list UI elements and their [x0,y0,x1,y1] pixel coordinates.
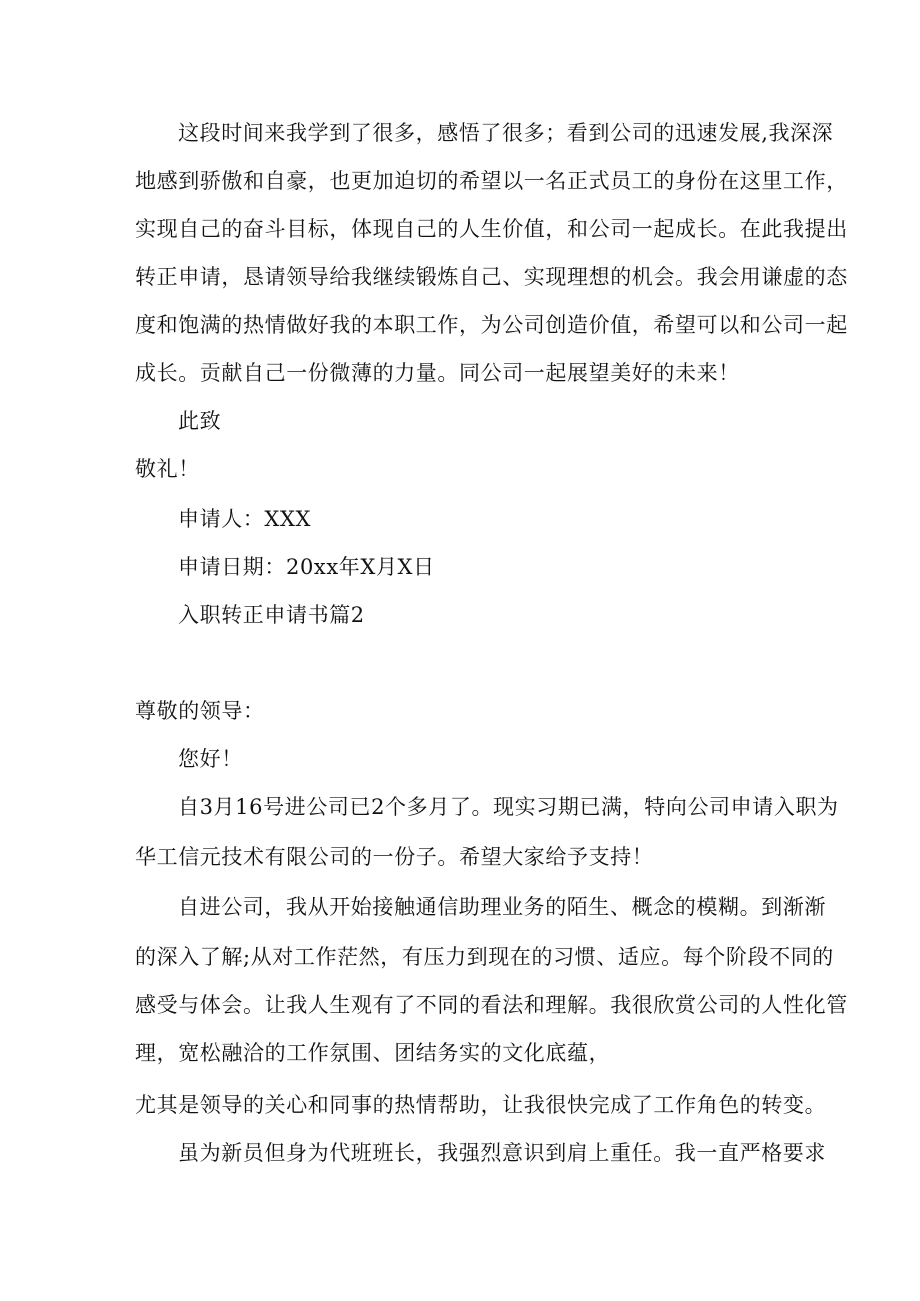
paragraph-line: 理，宽松融洽的工作氛围、团结务实的文化底蕴， [135,1041,611,1065]
paragraph-line: 的深入了解;从对工作茫然，有压力到现在的习惯、适应。每个阶段不同的 [135,945,834,969]
paragraph-line: 自进公司，我从开始接触通信助理业务的陌生、概念的模糊。到渐渐 [178,895,826,919]
applicant-name: 申请人：XXX [178,507,312,531]
paragraph-line: 实现自己的奋斗目标，体现自己的人生价值，和公司一起成长。在此我提出 [135,217,848,241]
section-title: 入职转正申请书篇2 [178,603,365,627]
paragraph-line: 成长。贡献自己一份微薄的力量。同公司一起展望美好的未来！ [135,361,740,385]
paragraph-line: 转正申请，恳请领导给我继续锻炼自己、实现理想的机会。我会用谦虚的态 [135,265,848,289]
paragraph-line: 度和饱满的热情做好我的本职工作，为公司创造价值，希望可以和公司一起 [135,313,848,337]
paragraph-line: 这段时间来我学到了很多，感悟了很多；看到公司的迅速发展,我深深 [178,121,834,145]
paragraph-line: 地感到骄傲和自豪，也更加迫切的希望以一名正式员工的身份在这里工作， [135,169,848,193]
closing-phrase: 此致 [178,409,222,433]
paragraph-line: 虽为新员但身为代班班长，我强烈意识到肩上重任。我一直严格要求 [178,1141,826,1165]
paragraph-line: 华工信元技术有限公司的一份子。希望大家给予支持！ [135,845,654,869]
paragraph-line: 感受与体会。让我人生观有了不同的看法和理解。我很欣赏公司的人性化管 [135,993,848,1017]
letter-greeting: 尊敬的领导： [135,699,265,723]
paragraph-line: 尤其是领导的关心和同事的热情帮助，让我很快完成了工作角色的转变。 [135,1093,827,1117]
letter-hello: 您好！ [178,747,243,771]
paragraph-line: 自3月16号进公司已2个多月了。现实习期已满，特向公司申请入职为 [178,795,839,819]
application-date: 申请日期：20xx年X月X日 [178,555,435,579]
salutation: 敬礼！ [135,457,200,481]
